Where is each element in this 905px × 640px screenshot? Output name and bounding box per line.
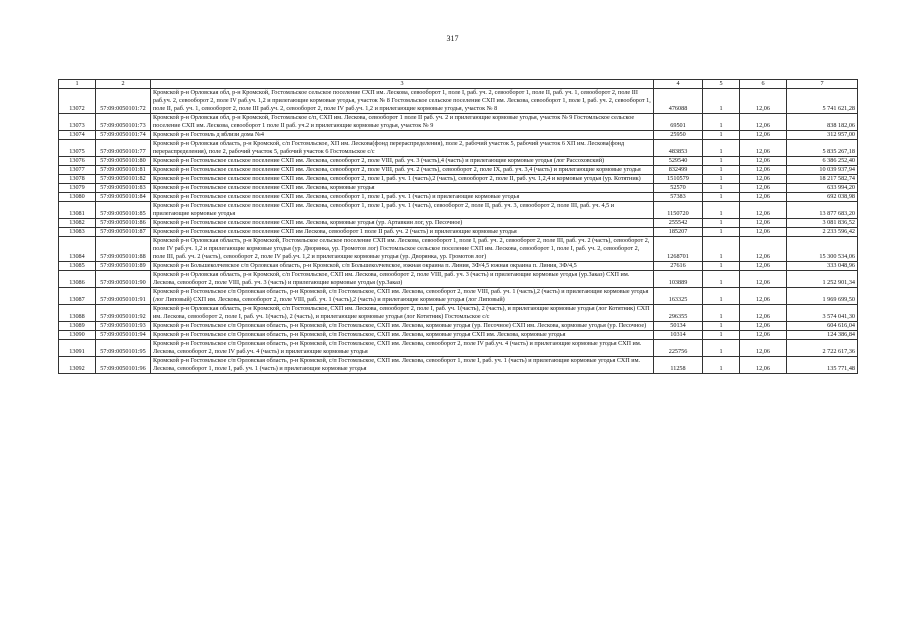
cadastral-number: 57:09:0050101:73 — [96, 114, 151, 131]
row-description: Кромской р-н Орловская обл, р-н Кромской, Гостомльское сельское поселение СХП им. Лескова, севооборот 1, поле I, раб. уч. 2, севооборот 1, поле II, раб. уч. 1, севооборот 2, поле III раб.уч. 2, севооборот 2, поле IV раб.уч. 1,2 и прилегающие кормовые угодья, участок № 8 Гостомльское сельское поселение СХП им. Лескова, севооборот 1, поле I, раб. уч. 2, севооборот 1, поле II, раб. уч. 1, севооборот 2, поле III раб.уч. 2, севооборот 2, поле IV раб.уч. 1,2 и прилегающие кормовые угодья, участок № 8 — [151, 89, 654, 114]
cadastral-value: 3 081 836,52 — [787, 219, 858, 228]
table-row — [59, 202, 858, 219]
row-number: 13079 — [59, 184, 96, 193]
rate-value: 12,06 — [740, 357, 787, 374]
cadastral-number: 57:09:0050101:80 — [96, 157, 151, 166]
table-row — [59, 357, 858, 374]
land-register-table — [58, 79, 858, 374]
row-description: Кромской р-н Гостомльское с/п Орловская область, р-н Кромской, с/п Гостомльское, СХП им. Лескова, севооборот 2, поле VIII, раб. уч. 1 (часть),2 (часть) и прилегающие кормовые угодья (лог Липовый) СХП им. Лескова, севооборот 2, поле VIII, раб. уч. 1 (часть),2 (часть) и прилегающие кормовые угодья (лог Липовый) — [151, 288, 654, 305]
row-number: 13083 — [59, 228, 96, 237]
area-value: 255542 — [654, 219, 703, 228]
col5-value: 1 — [703, 219, 740, 228]
col5-value: 1 — [703, 262, 740, 271]
area-value: 50134 — [654, 322, 703, 331]
rate-value: 12,06 — [740, 193, 787, 202]
cadastral-value: 18 217 582,74 — [787, 175, 858, 184]
table-row — [59, 166, 858, 175]
col5-value: 1 — [703, 322, 740, 331]
table-row — [59, 288, 858, 305]
area-value: 57383 — [654, 193, 703, 202]
row-number: 13088 — [59, 305, 96, 322]
cadastral-value: 5 741 621,28 — [787, 89, 858, 114]
header-col-6: 6 — [740, 80, 787, 89]
header-col-1: 1 — [59, 80, 96, 89]
row-number: 13087 — [59, 288, 96, 305]
table-row — [59, 228, 858, 237]
rate-value: 12,06 — [740, 271, 787, 288]
area-value: 163325 — [654, 288, 703, 305]
rate-value: 12,06 — [740, 89, 787, 114]
cadastral-value: 135 771,48 — [787, 357, 858, 374]
table-row — [59, 89, 858, 114]
cadastral-number: 57:09:0050101:94 — [96, 331, 151, 340]
col5-value: 1 — [703, 228, 740, 237]
table-row — [59, 322, 858, 331]
row-description: Кромской р-н Орловская обл, р-н Кромской, Гостомльское с/п, СХП им. Лескова, севооборот 1 поле II раб. уч. 2 и прилегающие кормовые угодья, участок № 9 Гостомльское сельское поселение СХП им. Лескова, севооборот 1 поле II раб. уч.2 и прилегающие кормовые угодья, участок № 9 — [151, 114, 654, 131]
row-description: Кромской р-н Гостомльское сельское поселение СХП им. Лескова, севооборот 1, поле I, раб. уч. 1 (часть), севооборот 2, поле II, раб. уч. 3, севооборот 2, поле III, раб. уч. 4,5 и прилегающие кормовые угодья — [151, 202, 654, 219]
cadastral-value: 838 182,06 — [787, 114, 858, 131]
table-row — [59, 184, 858, 193]
rate-value: 12,06 — [740, 184, 787, 193]
rate-value: 12,06 — [740, 131, 787, 140]
row-number: 13085 — [59, 262, 96, 271]
area-value: 476088 — [654, 89, 703, 114]
col5-value: 1 — [703, 114, 740, 131]
cadastral-value: 10 039 937,94 — [787, 166, 858, 175]
row-description: Кромской р-н Орловская область, р-н Кромской, с/п Гостомльское, СХП им. Лескова, севооборот 2, поле I, раб. уч. 1(часть), 2 (часть), и прилегающие кормовые угодья (лог Котятник) СХП им. Лескова, севооборот 2, поле I, раб. уч. 1(часть), 2 (часть), и прилегающие кормовые угодья (лог Котятник) Гостомльское с/с — [151, 305, 654, 322]
area-value: 69501 — [654, 114, 703, 131]
rate-value: 12,06 — [740, 114, 787, 131]
row-description: Кромской р-н Гостомльское с/п Орловская область, р-н Кромской, с/п Гостомльское, СХП им. Лескова, кормовые угодья СХП им. Лескова, кормовые угодья — [151, 331, 654, 340]
header-col-3: 3 — [151, 80, 654, 89]
cadastral-number: 57:09:0050101:88 — [96, 237, 151, 262]
table-row — [59, 237, 858, 262]
row-description: Кромской р-н Большеколчевское с/п Орловская область, р-н Кромской, с/п Большеколчевское, южная окраина п. Линия, 3Ф/4,5 южная окраина п. Линия, 3Ф/4,5 — [151, 262, 654, 271]
area-value: 27616 — [654, 262, 703, 271]
cadastral-value: 6 386 252,40 — [787, 157, 858, 166]
row-number: 13089 — [59, 322, 96, 331]
header-row — [59, 80, 858, 89]
table-row — [59, 340, 858, 357]
col5-value: 1 — [703, 202, 740, 219]
rate-value: 12,06 — [740, 140, 787, 157]
cadastral-value: 333 048,96 — [787, 262, 858, 271]
rate-value: 12,06 — [740, 340, 787, 357]
cadastral-value: 5 835 267,18 — [787, 140, 858, 157]
cadastral-number: 57:09:0050101:93 — [96, 322, 151, 331]
area-value: 10314 — [654, 331, 703, 340]
cadastral-value: 1 252 901,34 — [787, 271, 858, 288]
cadastral-number: 57:09:0050101:72 — [96, 89, 151, 114]
table-row — [59, 331, 858, 340]
rate-value: 12,06 — [740, 322, 787, 331]
area-value: 11258 — [654, 357, 703, 374]
table-row — [59, 262, 858, 271]
row-number: 13078 — [59, 175, 96, 184]
rate-value: 12,06 — [740, 157, 787, 166]
rate-value: 12,06 — [740, 262, 787, 271]
cadastral-value: 604 616,04 — [787, 322, 858, 331]
row-number: 13090 — [59, 331, 96, 340]
row-description: Кромской р-н Гостомльское сельское поселение СХП им. Лескова, севооборот 2, поле VIII, раб. уч. 3 (часть),4 (часть) и прилегающие кормовые угодья (лог Рассоховский) — [151, 157, 654, 166]
row-number: 13082 — [59, 219, 96, 228]
cadastral-number: 57:09:0050101:85 — [96, 202, 151, 219]
row-description: Кромской р-н Гостомльское сельское поселение СХП им. Лескова, севооборот 2, поле I, раб. уч. 1 (часть),2 (часть), севооборот 2, поле II, раб. уч. 1,2,4 и кормовые угодья (ур. Котятник) — [151, 175, 654, 184]
cadastral-number: 57:09:0050101:84 — [96, 193, 151, 202]
row-description: Кромской р-н Гостомльское с/п Орловская область, р-н Кромской, с/п Гостомльское, СХП им. Лескова, севооборот 1, поле I, раб. уч. 1 (часть) и прилегающие кормовые угодья СХП им. Лескова, севооборот 1, поле I, раб. уч. 1 (часть) и прилегающие кормовые угодья — [151, 357, 654, 374]
area-value: 1268701 — [654, 237, 703, 262]
cadastral-number: 57:09:0050101:83 — [96, 184, 151, 193]
row-description: Кромской р-н Гостомльское сельское поселение СХП им Лескова, севооборот 1 поле II раб. уч. 2 (часть) и прилегающие кормовые угодья — [151, 228, 654, 237]
table-row — [59, 175, 858, 184]
col5-value: 1 — [703, 331, 740, 340]
cadastral-value: 633 994,20 — [787, 184, 858, 193]
area-value: 185207 — [654, 228, 703, 237]
col5-value: 1 — [703, 305, 740, 322]
area-value: 1510579 — [654, 175, 703, 184]
row-number: 13074 — [59, 131, 96, 140]
table-row — [59, 140, 858, 157]
row-description: Кромской р-н Орловская область, р-н Кромской, с/п Гостомльское, ХП им. Лескова(фонд перераспределения), поле 2, рабочий участок 5, рабочий участок 6 ХП им. Лескова(фонд перераспределения), поле 2, рабочий участок 5, рабочий участок 6 Гостомльское с/с — [151, 140, 654, 157]
row-number: 13092 — [59, 357, 96, 374]
cadastral-number: 57:09:0050101:96 — [96, 357, 151, 374]
cadastral-number: 57:09:0050101:87 — [96, 228, 151, 237]
area-value: 832499 — [654, 166, 703, 175]
table-row — [59, 305, 858, 322]
area-value: 25950 — [654, 131, 703, 140]
cadastral-value: 2 722 617,36 — [787, 340, 858, 357]
col5-value: 1 — [703, 193, 740, 202]
col5-value: 1 — [703, 166, 740, 175]
row-description: Кромской р-н Гостомльское сельское поселение СХП им. Лескова, кормовые угодья — [151, 184, 654, 193]
table-row — [59, 131, 858, 140]
col5-value: 1 — [703, 131, 740, 140]
row-description: Кромской р-н Гостомльское с/п Орловская область, р-н Кромской, с/п Гостомльское, СХП им. Лескова, севооборот 2, поле IV раб.уч. 4 (часть) и прилегающие кормовые угодья СХП им. Лескова, севооборот 2, поле IV раб.уч. 4 (часть) и прилегающие кормовые угодья — [151, 340, 654, 357]
col5-value: 1 — [703, 357, 740, 374]
col5-value: 1 — [703, 140, 740, 157]
cadastral-number: 57:09:0050101:81 — [96, 166, 151, 175]
cadastral-number: 57:09:0050101:86 — [96, 219, 151, 228]
page-number: 317 — [446, 34, 459, 43]
rate-value: 12,06 — [740, 288, 787, 305]
rate-value: 12,06 — [740, 202, 787, 219]
table-row — [59, 157, 858, 166]
row-number: 13076 — [59, 157, 96, 166]
table-row — [59, 271, 858, 288]
cadastral-value: 124 386,84 — [787, 331, 858, 340]
header-col-4: 4 — [654, 80, 703, 89]
col5-value: 1 — [703, 237, 740, 262]
row-description: Кромской р-н Гостомльское с/п Орловская область, р-н Кромской, с/п Гостомльское, СХП им. Лескова, кормовые угодья (ур. Песочное) СХП им. Лескова, кормовые угодья (ур. Песочное) — [151, 322, 654, 331]
row-description: Кромской р-н Гостомльское сельское поселение СХП им. Лескова, кормовые угодья (ур. Артавкин лог, ур. Песочное) — [151, 219, 654, 228]
table-row — [59, 114, 858, 131]
rate-value: 12,06 — [740, 219, 787, 228]
row-description: Кромской р-н Гостомльское сельское поселение СХП им. Лескова, севооборот 1, поле I, раб. уч. 1 (часть) и прилегающие кормовые угодья — [151, 193, 654, 202]
col5-value: 1 — [703, 157, 740, 166]
row-number: 13091 — [59, 340, 96, 357]
cadastral-number: 57:09:0050101:89 — [96, 262, 151, 271]
header-col-7: 7 — [787, 80, 858, 89]
cadastral-value: 2 233 596,42 — [787, 228, 858, 237]
area-value: 483853 — [654, 140, 703, 157]
col5-value: 1 — [703, 175, 740, 184]
cadastral-number: 57:09:0050101:82 — [96, 175, 151, 184]
area-value: 225756 — [654, 340, 703, 357]
table-row — [59, 193, 858, 202]
row-number: 13081 — [59, 202, 96, 219]
cadastral-value: 15 300 534,06 — [787, 237, 858, 262]
row-number: 13080 — [59, 193, 96, 202]
col5-value: 1 — [703, 340, 740, 357]
col5-value: 1 — [703, 89, 740, 114]
row-number: 13084 — [59, 237, 96, 262]
area-value: 296355 — [654, 305, 703, 322]
rate-value: 12,06 — [740, 175, 787, 184]
cadastral-number: 57:09:0050101:92 — [96, 305, 151, 322]
cadastral-value: 312 957,00 — [787, 131, 858, 140]
row-number: 13072 — [59, 89, 96, 114]
rate-value: 12,06 — [740, 228, 787, 237]
row-number: 13086 — [59, 271, 96, 288]
rate-value: 12,06 — [740, 237, 787, 262]
row-number: 13075 — [59, 140, 96, 157]
cadastral-number: 57:09:0050101:90 — [96, 271, 151, 288]
header-col-5: 5 — [703, 80, 740, 89]
cadastral-value: 3 574 041,30 — [787, 305, 858, 322]
row-description: Кромской р-н Орловская область, р-н Кромской, Гостомльское сельское поселение СХП им. Лескова, севооборот 1, поле I, раб. уч. 2, севооборот 2, поле III, раб. уч. 2 (часть), севооборот 2, поле IV раб.уч. 1,2 и прилегающие кормовые угодья (ур. Дворянка, ур. Громотов лог) Гостомльское сельское поселение СХП им. Лескова, севооборот 1, поле I, раб. уч. 2, севооборот 2, поле III, раб. уч. 2 (часть), севооборот 2, поле IV раб.уч. 1,2 и прилегающие кормовые угодья (ур. Дворянка, ур. Громотов лог) — [151, 237, 654, 262]
rate-value: 12,06 — [740, 305, 787, 322]
area-value: 529540 — [654, 157, 703, 166]
row-description: Кромской р-н Орловская область, р-н Кромской, с/п Гостомльское, СХП им. Лескова, севооборот 2, поле VIII, раб. уч. 3 (часть) и прилегающие кормовые угодья (ур.Заказ) СХП им. Лескова, севооборот 2, поле VIII, раб. уч. 3 (часть) и прилегающие кормовые угодья (ур.Заказ) — [151, 271, 654, 288]
header-col-2: 2 — [96, 80, 151, 89]
area-value: 1150720 — [654, 202, 703, 219]
area-value: 52570 — [654, 184, 703, 193]
row-number: 13073 — [59, 114, 96, 131]
cadastral-number: 57:09:0050101:74 — [96, 131, 151, 140]
cadastral-value: 692 038,98 — [787, 193, 858, 202]
cadastral-value: 13 877 683,20 — [787, 202, 858, 219]
rate-value: 12,06 — [740, 166, 787, 175]
cadastral-number: 57:09:0050101:91 — [96, 288, 151, 305]
cadastral-value: 1 969 699,50 — [787, 288, 858, 305]
row-description: Кромской р-н Гостомль д вблизи дома №4 — [151, 131, 654, 140]
col5-value: 1 — [703, 184, 740, 193]
rate-value: 12,06 — [740, 331, 787, 340]
cadastral-number: 57:09:0050101:77 — [96, 140, 151, 157]
area-value: 103889 — [654, 271, 703, 288]
table-body — [59, 89, 858, 374]
row-description: Кромской р-н Гостомльское сельское поселение СХП им. Лескова, севооборот 2, поле VIII, раб. уч. 2 (часть), севооборот 2, поле IX, раб. уч. 3,4 (часть) и прилегающие кормовые угодья — [151, 166, 654, 175]
row-number: 13077 — [59, 166, 96, 175]
col5-value: 1 — [703, 288, 740, 305]
col5-value: 1 — [703, 271, 740, 288]
cadastral-number: 57:09:0050101:95 — [96, 340, 151, 357]
table-row — [59, 219, 858, 228]
